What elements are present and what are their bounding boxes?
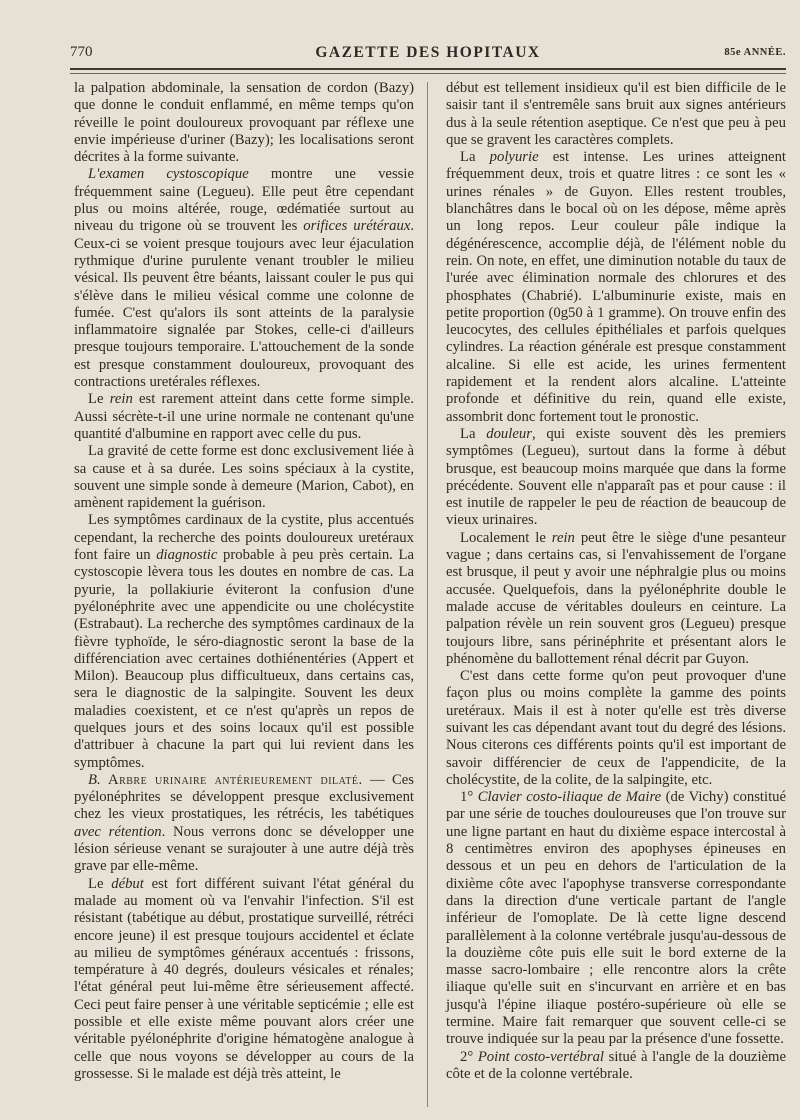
right-column — [446, 80, 786, 1083]
text: peut être le siège d'une pesanteur vague ; dans certains cas, si l'envahissement de l'organe est brusque, il peut y avoir une néphralgie plus ou moins accusée. Quelquefois, dans la pyélonéphrite double le malade accuse de véritables douleurs en ceinture. La palpation révèle un rein souvent gros (Legueu) presque toujours libre, sans périnéphrite et présentant alors le phénomène du ballottement rénal décrit par Guyon. — [446, 529, 786, 667]
italic-term: douleur — [486, 425, 532, 442]
text: montre une vessie fréquemment saine (Legueu). Elle peut être cependant plus ou moins altérée, rouge, œdématiée surtout au niveau du trigone où se trouvent les — [74, 166, 414, 235]
paragraph — [74, 166, 414, 391]
paragraph — [446, 530, 786, 668]
italic-term: orifices urétéraux — [303, 218, 411, 235]
italic-term: L'examen cystoscopique — [88, 166, 249, 183]
paragraph — [74, 512, 414, 771]
text: est fort différent suivant l'état général du malade au moment où va l'envahir l'infection. S'il est résistant (tabétique au début, prostatique surveillé, rétréci encore jeune) il est presque toujours accidentel et éclate au milieu de symptômes généraux accentués : frissons, température à 40 degrés, douleurs vésicales et rénales; l'état général peut lui-même être sérieusement affecté. Ceci peut faire penser à une véritable septicémie ; elle est possible et elle existe même pouvant alors créer une véritable pyélonéphrite d'origine hématogène analogue à celle que nous voyons se développer au cours de la grossesse. Si le malade est déjà très atteint, le — [74, 875, 414, 1082]
header-rule-thick — [70, 68, 786, 70]
italic-term: rein — [551, 529, 575, 546]
italic-term: rein — [109, 391, 133, 408]
text: Localement le — [460, 529, 552, 546]
italic-term: diagnostic — [156, 547, 218, 564]
paragraph — [74, 876, 414, 1084]
text: (de Vichy) constitué par une série de touches douloureuses que l'on trouve sur une ligne partant en haut du dixième espace intercostal à 8 centimètres environ des apophyses épineuses en dessous et un peu en dehors de l'articulation de la dixième côte avec l'apophyse transverse correspondante dans la direction d'une verticale partant de l'angle inférieur de l'omoplate. De là cette ligne descend parallèlement à la colonne vertébrale jusqu'au-dessous de la douzième côte puis elle suit le bord externe de la masse sacro-lombaire ; elle rencontre alors la crête iliaque qu'elle suit en s'incurvant en arrière et en bas jusqu'à l'épine iliaque postéro-supérieure où elle se termine. Maire fait remarquer que souvent celle-ci se trouve indiquée sur la peau par la présence d'une fossette. — [446, 789, 787, 1048]
section-paragraph — [74, 772, 414, 876]
text: . Ceux-ci se voient presque toujours avec leur éjaculation rythmique d'urine purulente venant troubler le milieu vésical. Ils peuvent être béants, laissant couler le pus qui s'élève dans le milieu vésical comme une colonne de fumée. C'est qu'alors ils sont atteints de la paralysie inflammatoire signalée par Stokes, celle-ci d'ailleurs presque toujours temporaire. L'attouchement de la sonde est presque constamment douloureux, provoquant des contractions uretérales réflexes. — [74, 218, 415, 391]
text: situé à l'angle de la douzième côte et de la colonne vertébrale. — [446, 1048, 786, 1082]
text: . Nous verrons donc se développer une lésion sérieuse venant se surajouter à une autre déjà très grave par elle-même. — [74, 823, 414, 875]
column-separator — [427, 82, 428, 1107]
paragraph — [74, 443, 414, 512]
text: la palpation abdominale, la sensation de cordon (Bazy) que donne le conduit enflammé, en même temps qu'on réveille le point douloureux provoquant par réflexe une envie impérieuse d'uriner (Bazy); les localisations seront décrites à la forme suivante. — [74, 80, 414, 166]
paragraph — [74, 80, 414, 166]
paragraph — [446, 789, 786, 1048]
text: La gravité de cette forme est donc exclusivement liée à sa cause et à sa durée. Les soins spéciaux à la cystite, souvent une simple sonde à demeure (Marion, Cabot), en amènent rapidement la guérison. — [74, 443, 414, 512]
paragraph — [74, 391, 414, 443]
text: est intense. Les urines atteignent fréquemment deux, trois et quatre litres : ce sont les « urines rénales » de Guyon. Elles restent troubles, blanchâtres dans le bocal où on les dépose, même après un long repos. Leur couleur pâle indique la dégénérescence, accomplie déjà, de l'élément noble du rein. On note, en effet, une diminution notable du taux de l'urée avec élimination normale des chlorures et des phosphates (Chabrié). L'albuminurie existe, mais en petite proportion (0g50 à 1 gramme). On trouve enfin des leucocytes, des cellules épithéliales et parfois quelques cylindres. La réaction générale est presque constamment alcaline. Si elle est acide, les urines fermentent rapidement et la rendent alors alcaline. L'atteinte profonde et définitive du rein, quand elle existe, assombrit donc fortement tout le pronostic. — [446, 149, 786, 425]
text: La — [460, 425, 487, 442]
paragraph — [446, 668, 786, 789]
paragraph — [446, 1049, 786, 1084]
italic-term: polyurie — [489, 149, 539, 166]
text: début est tellement insidieux qu'il est bien difficile de le saisir tant il s'entremêle sans bruit aux signes antérieurs dus à la seule rétention aseptique. Ce n'est que peu à peu que se gravent les caractères complets. — [446, 80, 786, 148]
paragraph — [446, 149, 786, 426]
paragraph — [446, 426, 786, 530]
text: La — [460, 149, 490, 166]
section-heading: Arbre urinaire antérieurement dilaté. — [107, 771, 363, 788]
header-rule-thin — [70, 73, 786, 74]
section-letter: B. — [88, 771, 108, 788]
italic-term: avec rétention — [74, 823, 162, 840]
text: C'est dans cette forme qu'on peut provoquer d'une façon plus ou moins complète la gamme des points uretéraux. Mais il est à noter qu'elle est très diverse suivant les cas dépendant avant tout du degré des lésions. Nous citerons ces différents points qu'il est important de savoir différencier de ceux de l'appendicite, de la cholécystite, de la colite, de la salpingite, etc. — [446, 668, 786, 788]
text: , qui existe souvent dès les premiers symptômes (Legueu), surtout dans la forme à début brusque, est beaucoup moins marquée que dans la forme précédente. Souvent elle n'apparaît pas et pour cause : il est inutile de rappeler le peu de réaction de beaucoup de vieux urinaires. — [446, 425, 786, 529]
text: Le — [88, 875, 112, 892]
text: 1° — [460, 789, 478, 806]
left-column — [74, 80, 414, 1083]
text: est rarement atteint dans cette forme simple. Aussi sécrète-t-il une urine normale ne contenant qu'une quantité d'albumine en rapport avec celle du pus. — [74, 391, 414, 442]
text: Les symptômes cardinaux de la cystite, plus accentués cependant, la recherche des points douloureux uretéraux font faire un — [74, 512, 414, 564]
page-header — [70, 44, 786, 70]
paragraph — [446, 80, 786, 149]
italic-term: Clavier costo-iliaque de Maire — [477, 789, 662, 806]
page-number: 770 — [70, 44, 93, 60]
text: — Ces pyélonéphrites se développent presque exclusivement chez les vieux prostatiques, les rétrécis, les tabétiques — [74, 771, 415, 823]
year-label: 85e ANNÉE. — [724, 47, 786, 58]
italic-term: Point costo-vertébral — [477, 1048, 604, 1065]
journal-title: GAZETTE DES HOPITAUX — [315, 44, 541, 61]
text: probable à peu près certain. La cystoscopie lèvera tous les doutes en nombre de cas. La pyurie, la pollakiurie éviteront la confusion d'une pyélonéphrite avec une appendicite ou une cholécystite (Estrabaut). La recherche des symptômes cardinaux de la fièvre typhoïde, le séro-diagnostic seront la base de la différenciation avec certaines dothiénentéries (Appert et Milon). Beaucoup plus difficultueux, dans certains cas, sera le diagnostic de la salpingite. Souvent les deux maladies coexistent, et ce n'est qu'après un repos de quelques jours et des soins locaux qu'il est possible d'attribuer à chacune la part qui lui revient dans les symptômes. — [74, 547, 414, 771]
italic-term: début — [111, 875, 144, 892]
text: 2° — [460, 1048, 478, 1065]
text: Le — [88, 391, 110, 408]
